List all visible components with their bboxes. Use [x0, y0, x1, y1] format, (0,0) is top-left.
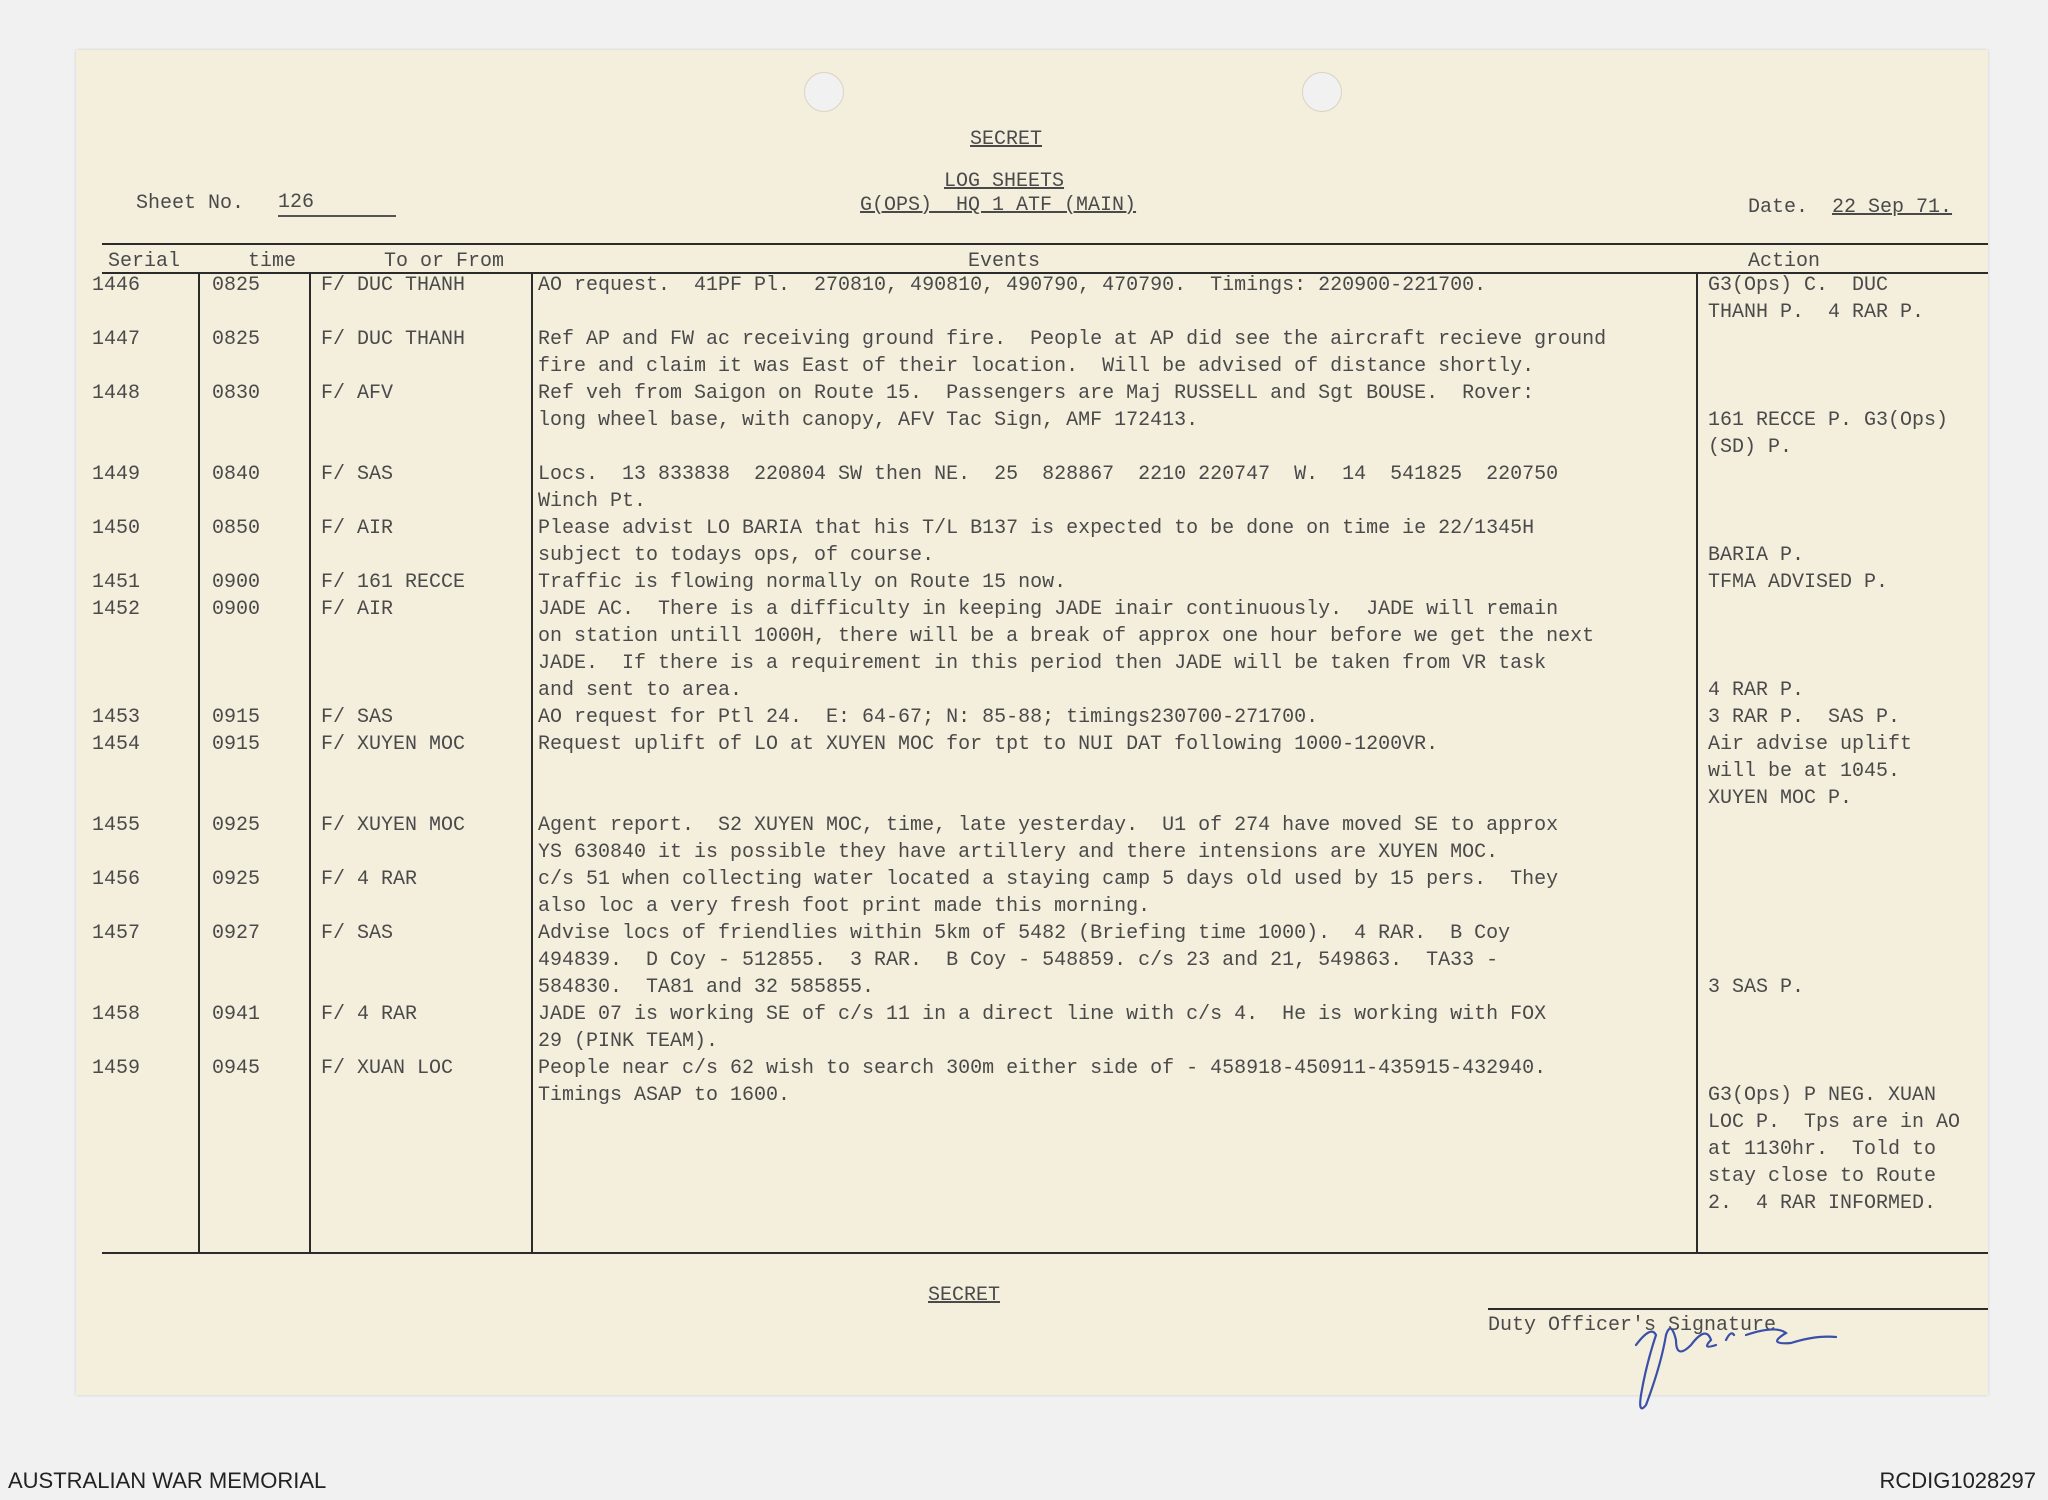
time-cell: 0900 — [212, 598, 261, 621]
action-cell: 3 SAS P. — [1708, 976, 1805, 999]
time-cell: 0927 — [212, 922, 261, 945]
action-cell: G3(Ops) P NEG. XUAN LOC P. Tps are in AO at 1130hr. Told to stay close to Route 2. 4 RAR INFORMED. — [1708, 1084, 1961, 1215]
serial-cell: 1450 — [92, 517, 141, 540]
to-from-cell: F/ AFV — [321, 382, 394, 405]
log-sheet-page — [76, 50, 1988, 1395]
col-header-action: Action — [1748, 250, 1821, 273]
to-from-cell: F/ SAS — [321, 463, 394, 486]
to-from-cell: F/ 161 RECCE — [321, 571, 466, 594]
to-from-cell: F/ AIR — [321, 598, 394, 621]
date-value: 22 Sep 71. — [1832, 196, 1953, 219]
events-cell: AO request. 41PF Pl. 270810, 490810, 490790, 470790. Timings: 220900-221700. — [538, 274, 1487, 297]
serial-cell: 1446 — [92, 274, 141, 297]
action-cell: G3(Ops) C. DUC THANH P. 4 RAR P. — [1708, 274, 1925, 324]
classification-top: SECRET — [970, 128, 1043, 151]
events-cell: Request uplift of LO at XUYEN MOC for tpt to NUI DAT following 1000-1200VR. — [538, 733, 1439, 756]
document-title: LOG SHEETS — [944, 170, 1065, 193]
to-from-cell: F/ AIR — [321, 517, 394, 540]
table-bottom-rule — [102, 1252, 1988, 1254]
document-subtitle: G(OPS) HQ 1 ATF (MAIN) — [860, 194, 1137, 217]
events-cell: Advise locs of friendlies within 5km of 5482 (Briefing time 1000). 4 RAR. B Coy 494839. D Coy - 512855. 3 RAR. B Coy - 548859. c/s 23 and 21, 549863. TA33 - 584830. TA81 and 32 585855. — [538, 922, 1511, 999]
time-cell: 0941 — [212, 1003, 261, 1026]
classification-bottom: SECRET — [928, 1284, 1001, 1307]
time-cell: 0850 — [212, 517, 261, 540]
events-cell: People near c/s 62 wish to search 300m either side of - 458918-450911-435915-432940. Timings ASAP to 1600. — [538, 1057, 1547, 1107]
action-cell: 3 RAR P. SAS P. — [1708, 706, 1901, 729]
action-cell: BARIA P. — [1708, 544, 1805, 567]
time-cell: 0830 — [212, 382, 261, 405]
events-cell: JADE AC. There is a difficulty in keeping JADE inair continuously. JADE will remain on station untill 1000H, there will be a break of approx one hour before we get the next JADE. If there is a requirement in this period then JADE will be taken from VR task and sent to area. — [538, 598, 1595, 702]
time-cell: 0925 — [212, 814, 261, 837]
reference-id: RCDIG1028297 — [1879, 1468, 2036, 1493]
serial-cell: 1459 — [92, 1057, 141, 1080]
to-from-cell: F/ SAS — [321, 922, 394, 945]
events-cell: Ref AP and FW ac receiving ground fire. People at AP did see the aircraft recieve ground fire and claim it was East of their location. Will be advised of distance shortly. — [538, 328, 1607, 378]
action-cell: 4 RAR P. — [1708, 679, 1805, 702]
punch-hole — [1302, 72, 1342, 112]
to-from-cell: F/ 4 RAR — [321, 868, 418, 891]
serial-cell: 1448 — [92, 382, 141, 405]
sheet-number: 126 — [278, 190, 396, 217]
serial-cell: 1457 — [92, 922, 141, 945]
serial-cell: 1454 — [92, 733, 141, 756]
events-cell: Agent report. S2 XUYEN MOC, time, late yesterday. U1 of 274 have moved SE to approx YS 630840 it is possible they have artillery and there intensions are XUYEN MOC. — [538, 814, 1559, 864]
time-cell: 0900 — [212, 571, 261, 594]
events-cell: Traffic is flowing normally on Route 15 now. — [538, 571, 1067, 594]
time-cell: 0915 — [212, 733, 261, 756]
column-divider — [309, 272, 311, 1252]
col-header-serial: Serial — [108, 250, 181, 273]
time-cell: 0945 — [212, 1057, 261, 1080]
action-cell: TFMA ADVISED P. — [1708, 571, 1889, 594]
to-from-cell: F/ DUC THANH — [321, 328, 466, 351]
events-cell: JADE 07 is working SE of c/s 11 in a direct line with c/s 4. He is working with FOX 29 (PINK TEAM). — [538, 1003, 1547, 1053]
to-from-cell: F/ XUAN LOC — [321, 1057, 454, 1080]
serial-cell: 1453 — [92, 706, 141, 729]
serial-cell: 1451 — [92, 571, 141, 594]
time-cell: 0825 — [212, 274, 261, 297]
serial-cell: 1449 — [92, 463, 141, 486]
date-label: Date. — [1748, 196, 1809, 219]
serial-cell: 1452 — [92, 598, 141, 621]
duty-officer-signature — [1616, 1305, 1866, 1425]
serial-cell: 1456 — [92, 868, 141, 891]
punch-hole — [804, 72, 844, 112]
action-cell: 161 RECCE P. G3(Ops) (SD) P. — [1708, 409, 1949, 459]
to-from-cell: F/ DUC THANH — [321, 274, 466, 297]
time-cell: 0925 — [212, 868, 261, 891]
time-cell: 0915 — [212, 706, 261, 729]
events-cell: Ref veh from Saigon on Route 15. Passengers are Maj RUSSELL and Sgt BOUSE. Rover: long wheel base, with canopy, AFV Tac Sign, AMF 172413. — [538, 382, 1535, 432]
to-from-cell: F/ 4 RAR — [321, 1003, 418, 1026]
time-cell: 0825 — [212, 328, 261, 351]
column-divider — [531, 272, 533, 1252]
table-top-rule — [102, 243, 1988, 245]
signature-label: Duty Officer's Signature — [1488, 1314, 1777, 1337]
serial-cell: 1458 — [92, 1003, 141, 1026]
col-header-time: time — [248, 250, 297, 273]
to-from-cell: F/ XUYEN MOC — [321, 814, 466, 837]
events-cell: Please advist LO BARIA that his T/L B137 is expected to be done on time ie 22/1345H subject to todays ops, of course. — [538, 517, 1535, 567]
serial-cell: 1455 — [92, 814, 141, 837]
events-cell: c/s 51 when collecting water located a staying camp 5 days old used by 15 pers. They also loc a very fresh foot print made this morning. — [538, 868, 1559, 918]
col-header-events: Events — [968, 250, 1041, 273]
sheet-label: Sheet No. — [136, 192, 245, 215]
time-cell: 0840 — [212, 463, 261, 486]
events-cell: AO request for Ptl 24. E: 64-67; N: 85-88; timings230700-271700. — [538, 706, 1319, 729]
action-cell: Air advise uplift will be at 1045. XUYEN MOC P. — [1708, 733, 1913, 810]
to-from-cell: F/ SAS — [321, 706, 394, 729]
serial-cell: 1447 — [92, 328, 141, 351]
source-credit: AUSTRALIAN WAR MEMORIAL — [8, 1468, 327, 1493]
to-from-cell: F/ XUYEN MOC — [321, 733, 466, 756]
col-header-to-from: To or From — [384, 250, 505, 273]
events-cell: Locs. 13 833838 220804 SW then NE. 25 828867 2210 220747 W. 14 541825 220750 Winch Pt. — [538, 463, 1559, 513]
column-divider — [198, 272, 200, 1252]
